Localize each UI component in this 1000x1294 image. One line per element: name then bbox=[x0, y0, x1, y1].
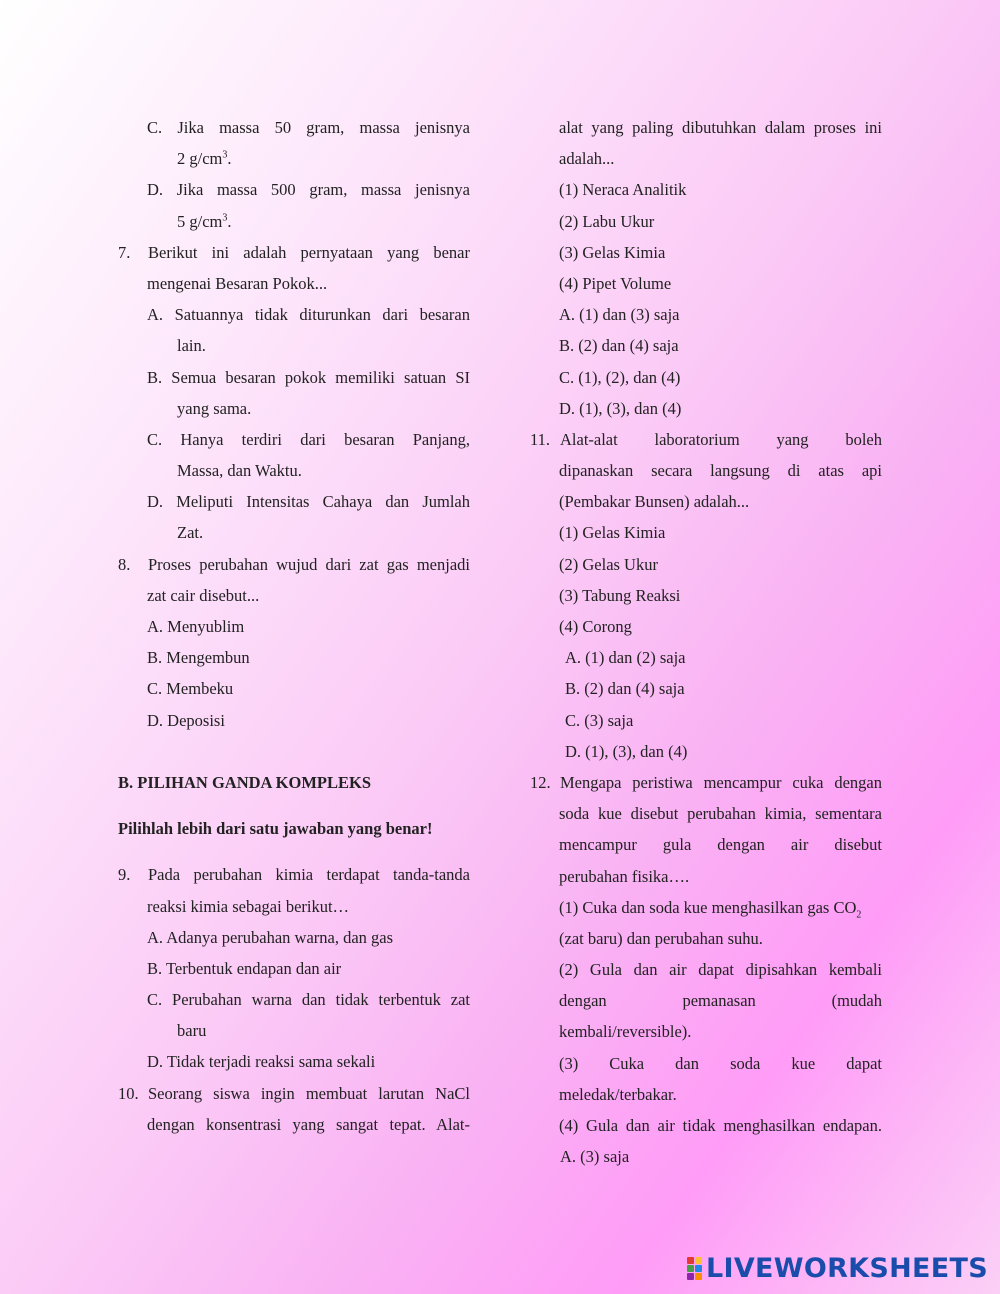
logo-tile bbox=[695, 1273, 702, 1280]
q9-option-c[interactable]: C. Perubahan warna dan tidak terbentuk zat bbox=[147, 990, 470, 1010]
question-9 bbox=[118, 859, 470, 890]
brand-name: LIVEWORKSHEETS bbox=[705, 1253, 988, 1284]
question-text: Pada perubahan kimia terdapat tanda-tanda bbox=[148, 865, 470, 885]
question-10-cont: dengan konsentrasi yang sangat tepat. Alat- bbox=[147, 1114, 470, 1134]
q6-option-c-cont: 2 $g/cm^3$. bbox=[177, 149, 232, 169]
question-12-cont: soda kue disebut perubahan kimia, sementara bbox=[559, 804, 882, 824]
question-number: 8. bbox=[118, 554, 131, 574]
q11-item-1: (1) Gelas Kimia bbox=[559, 523, 666, 543]
question-10 bbox=[118, 1078, 470, 1109]
question-10-cont: adalah... bbox=[559, 149, 615, 169]
q10-option-a[interactable]: A. (1) dan (3) saja bbox=[559, 305, 680, 325]
logo-tile bbox=[687, 1265, 694, 1272]
logo-tile bbox=[695, 1265, 702, 1272]
q7-option-c: C. Hanya terdiri dari besaran Panjang, bbox=[147, 429, 470, 449]
q7-option-d: D. Meliputi Intensitas Cahaya dan Jumlah bbox=[147, 492, 470, 512]
question-11-cont: (Pembakar Bunsen) adalah... bbox=[559, 492, 750, 512]
q12-statement-2-cont: dengan pemanasan (mudah bbox=[559, 991, 882, 1011]
question-12-cont: perubahan fisika…. bbox=[559, 866, 690, 886]
q10-item-2: (2) Labu Ukur bbox=[559, 211, 655, 231]
q10-item-3: (3) Gelas Kimia bbox=[559, 242, 666, 262]
q10-item-4: (4) Pipet Volume bbox=[559, 273, 672, 293]
q7-option-b: B. Semua besaran pokok memiliki satuan SI bbox=[147, 367, 470, 387]
q8-option-c[interactable]: C. Membeku bbox=[147, 679, 234, 699]
logo-tile bbox=[695, 1257, 702, 1264]
section-heading: B. PILIHAN GANDA KOMPLEKS bbox=[118, 772, 372, 792]
q10-option-c[interactable]: C. (1), (2), dan (4) bbox=[559, 367, 681, 387]
question-text: Mengapa peristiwa mencampur cuka dengan bbox=[560, 772, 882, 792]
q10-option-d[interactable]: D. (1), (3), dan (4) bbox=[559, 398, 682, 418]
q9-option-a[interactable]: A. Adanya perubahan warna, dan gas bbox=[147, 927, 394, 947]
question-text: Proses perubahan wujud dari zat gas menjadi bbox=[148, 554, 470, 574]
q11-option-a[interactable]: A. (1) dan (2) saja bbox=[565, 648, 686, 668]
logo-tile bbox=[687, 1257, 694, 1264]
q6-option-d-cont: 5 $g/cm^3$. bbox=[177, 211, 232, 231]
q6-option-d: D. Jika massa 500 gram, massa jenisnya bbox=[147, 180, 470, 200]
logo-tile bbox=[687, 1273, 694, 1280]
q11-item-2: (2) Gelas Ukur bbox=[559, 554, 658, 574]
q10-item-1: (1) Neraca Analitik bbox=[559, 180, 687, 200]
question-11 bbox=[530, 424, 882, 455]
q11-option-c[interactable]: C. (3) saja bbox=[565, 710, 634, 730]
q8-option-a[interactable]: A. Menyublim bbox=[147, 617, 245, 636]
q12-statement-3: (3) Cuka dan soda kue dapat bbox=[559, 1053, 882, 1073]
liveworksheets-logo[interactable] bbox=[687, 1253, 988, 1284]
question-number: 9. bbox=[118, 865, 131, 885]
q9-option-c-cont: baru bbox=[177, 1021, 207, 1041]
q7-option-b-cont: yang sama. bbox=[177, 398, 252, 418]
question-number: 12. bbox=[530, 772, 551, 792]
question-number: 11. bbox=[530, 429, 551, 449]
q9-option-b[interactable]: B. Terbentuk endapan dan air bbox=[147, 958, 342, 978]
question-text: Seorang siswa ingin membuat larutan NaCl bbox=[148, 1083, 470, 1103]
question-number: 10. bbox=[118, 1083, 139, 1103]
q10-option-b[interactable]: B. (2) dan (4) saja bbox=[559, 336, 679, 356]
question-8-cont: zat cair disebut... bbox=[147, 585, 260, 605]
question-number: 7. bbox=[118, 242, 131, 262]
question-11-cont: dipanaskan secara langsung di atas api bbox=[559, 461, 882, 481]
q12-statement-2-cont: kembali/reversible). bbox=[559, 1022, 692, 1042]
q12-statement-2: (2) Gula dan air dapat dipisahkan kembali bbox=[559, 960, 882, 980]
q9-option-d[interactable]: D. Tidak terjadi reaksi sama sekali bbox=[147, 1052, 376, 1072]
q7-option-a-cont: lain. bbox=[177, 336, 206, 356]
q8-option-d[interactable]: D. Deposisi bbox=[147, 710, 225, 730]
q12-statement-1: (1) Cuka dan soda kue menghasilkan gas $CO_2$ bbox=[559, 897, 862, 920]
instruction-text: Pilihlah lebih dari satu jawaban yang benar! bbox=[118, 819, 433, 839]
right-column bbox=[530, 112, 882, 1172]
q7-option-c-cont: Massa, dan Waktu. bbox=[177, 461, 302, 481]
q7-option-a: A. Satuannya tidak diturunkan dari besaran bbox=[147, 305, 470, 325]
q11-item-4: (4) Corong bbox=[559, 617, 632, 636]
q11-option-d[interactable]: D. (1), (3), dan (4) bbox=[565, 741, 688, 761]
question-7-cont: mengenai Besaran Pokok... bbox=[147, 273, 328, 293]
question-12 bbox=[530, 767, 882, 798]
q6-option-c: C. Jika massa 50 gram, massa jenisnya bbox=[147, 118, 470, 137]
q12-option-a[interactable]: A. (3) saja bbox=[560, 1147, 630, 1167]
question-text: Alat-alat laboratorium yang boleh bbox=[560, 429, 882, 449]
question-text: Berikut ini adalah pernyataan yang benar bbox=[148, 242, 470, 262]
question-10-cont: alat yang paling dibutuhkan dalam proses ini bbox=[559, 118, 882, 137]
q12-statement-4: (4) Gula dan air tidak menghasilkan endapan. bbox=[559, 1116, 882, 1135]
liveworksheets-mark-icon bbox=[687, 1257, 702, 1280]
q12-statement-1-cont: (zat baru) dan perubahan suhu. bbox=[559, 928, 763, 948]
question-8 bbox=[118, 549, 470, 580]
q7-option-d-cont: Zat. bbox=[177, 523, 204, 543]
q11-item-3: (3) Tabung Reaksi bbox=[559, 585, 681, 605]
q12-statement-3-cont: meledak/terbakar. bbox=[559, 1084, 677, 1104]
q8-option-b[interactable]: B. Mengembun bbox=[147, 648, 250, 668]
question-9-cont: reaksi kimia sebagai berikut… bbox=[147, 896, 350, 916]
q11-option-b[interactable]: B. (2) dan (4) saja bbox=[565, 679, 685, 699]
question-7 bbox=[118, 237, 470, 268]
question-12-cont: mencampur gula dengan air disebut bbox=[559, 835, 882, 855]
left-column bbox=[118, 112, 470, 1140]
